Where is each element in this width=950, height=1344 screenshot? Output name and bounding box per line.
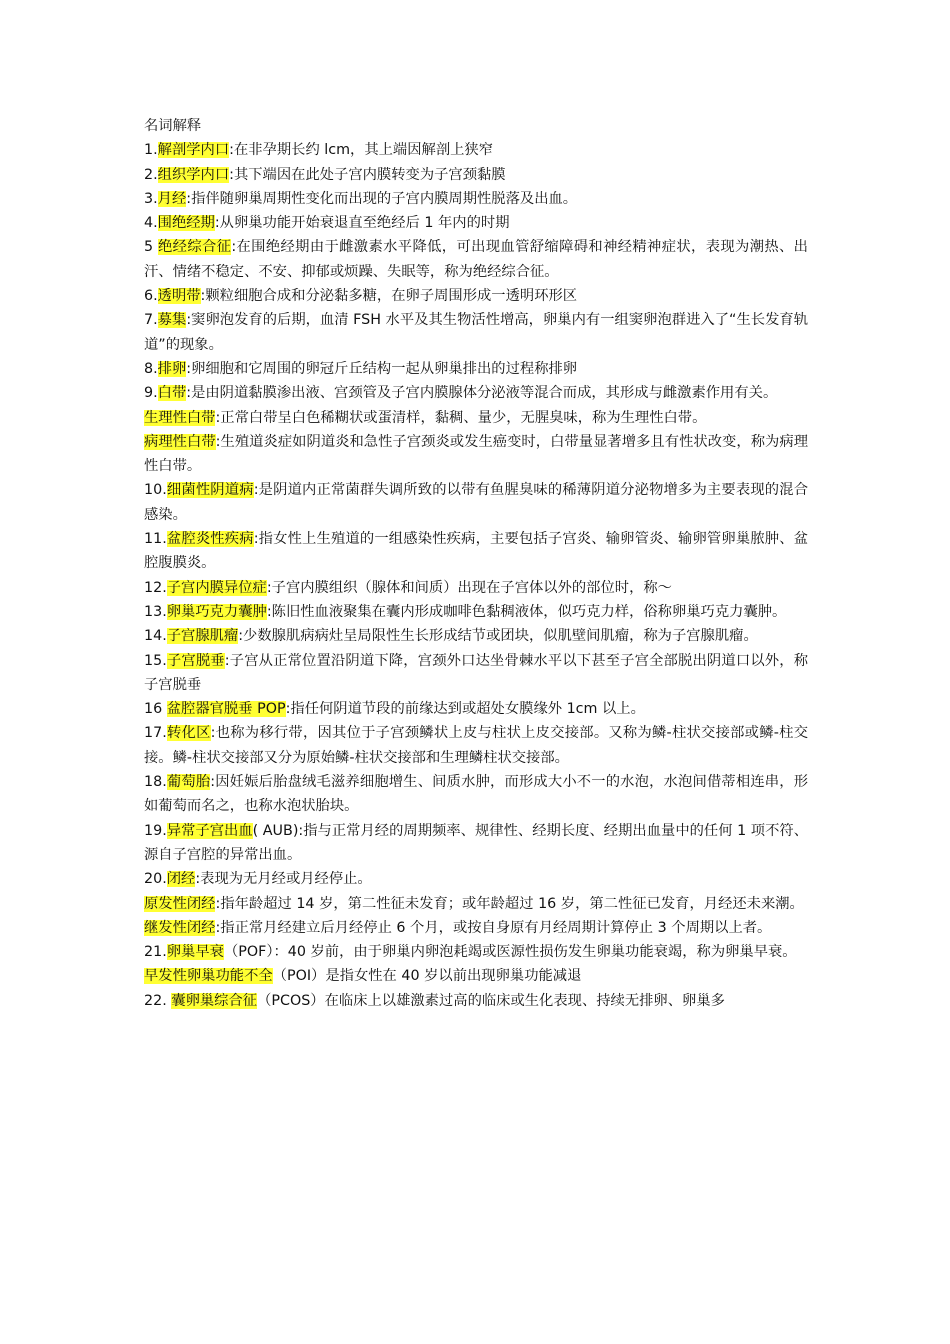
term-entry	[144, 478, 808, 527]
term-highlighted: 盆腔器官脱垂 POP	[166, 701, 286, 718]
term-definition: （POI）是指女性在 40 岁以前出现卵巢功能减退	[272, 968, 582, 985]
term-definition: :表现为无月经或月经停止。	[195, 871, 372, 888]
term-definition: :从卵巢功能开始衰退直至绝经后 1 年内的时期	[214, 215, 510, 232]
term-highlighted: 子宫腺肌瘤	[166, 628, 239, 645]
term-highlighted: 闭经	[166, 871, 196, 888]
term-highlighted: 月经	[157, 190, 187, 207]
term-definition: :生殖道炎症如阴道炎和急性子宫颈炎或发生癌变时，白带量显著增多且有性状改变，称为病理性白带。	[144, 433, 809, 475]
term-entry	[144, 406, 808, 430]
term-entry	[144, 697, 808, 721]
term-entry	[144, 576, 808, 600]
term-entry	[144, 867, 808, 891]
term-entry	[144, 624, 808, 648]
term-definition: （PCOS）在临床上以雄激素过高的临床或生化表现、持续无排卵、卵巢多	[257, 992, 725, 1009]
term-highlighted: 解剖学内口	[157, 142, 230, 159]
term-definition: :卵细胞和它周围的卵冠斤丘结构一起从卵巢排出的过程称排卵	[186, 360, 578, 377]
term-number: 5	[144, 239, 159, 256]
term-number: 1.	[144, 142, 158, 159]
term-entry	[144, 211, 808, 235]
term-number: 10.	[144, 482, 167, 499]
term-highlighted: 原发性闭经	[144, 895, 216, 912]
term-definition: :在围绝经期由于雌激素水平降低，可出现血管舒缩障碍和神经精神症状，表现为潮热、出汗、情绪不稳定、不安、抑郁或烦躁、失眠等，称为绝经综合征。	[144, 239, 808, 280]
term-highlighted: 白带	[157, 385, 187, 402]
term-number: 7.	[144, 312, 158, 329]
term-entry	[144, 163, 808, 187]
term-definition: :是阴道内正常菌群失调所致的以带有鱼腥臭味的稀薄阴道分泌物增多为主要表现的混合感染。	[144, 482, 808, 523]
term-entry	[144, 138, 808, 162]
term-definition: :子宫内膜组织（腺体和间质）出现在子宫体以外的部位时，称～	[266, 579, 672, 596]
term-entry	[144, 721, 808, 770]
term-definition: :在非孕期长约 lcm，其上端因解剖上狭窄	[229, 142, 494, 159]
term-definition: :窦卵泡发育的后期，血清 FSH 水平及其生物活性增高，卵巢内有一组窦卵泡群进入了“生长发育轨道”的现象。	[144, 312, 809, 353]
term-number: 2.	[144, 166, 158, 183]
term-highlighted: 异常子宫出血	[166, 822, 253, 839]
term-number: 6.	[144, 288, 158, 305]
term-entry	[144, 649, 808, 698]
term-highlighted: 生理性白带	[144, 409, 216, 426]
term-highlighted: 排卵	[157, 360, 187, 377]
term-number: 20.	[144, 871, 167, 888]
term-definition: （POF）：40 岁前，由于卵巢内卵泡耗竭或医源性损伤发生卵巢功能衰竭，称为卵巢早衰。	[223, 944, 797, 961]
term-entry	[144, 430, 808, 479]
term-number: 12.	[144, 579, 167, 596]
term-definition: :指年龄超过 14 岁，第二性征未发育；或年龄超过 16 岁，第二性征已发育，月经还未来潮。	[215, 895, 804, 912]
term-highlighted: 卵巢巧克力囊肿	[166, 603, 267, 620]
term-definition: :少数腺肌病病灶呈局限性生长形成结节或团块，似肌壁间肌瘤，称为子宫腺肌瘤。	[238, 628, 758, 645]
term-definition: :指任何阴道节段的前缘达到或超处女膜缘外 1cm 以上。	[285, 701, 645, 718]
term-definition: :因妊娠后胎盘绒毛滋养细胞增生、间质水肿，而形成大小不一的水泡，水泡间借蒂相连串，形如葡萄而名之，也称水泡状胎块。	[144, 774, 809, 815]
term-number: 13.	[144, 603, 167, 620]
term-entry	[144, 284, 808, 308]
term-number: 3.	[144, 190, 158, 207]
term-highlighted: 盆腔炎性疾病	[166, 531, 254, 548]
term-definition: :是由阴道黏膜渗出液、宫颈管及子宫内膜腺体分泌液等混合而成，其形成与雌激素作用有关。	[186, 385, 778, 402]
term-entry	[144, 989, 808, 1013]
term-entry	[144, 892, 808, 916]
term-entry	[144, 381, 808, 405]
term-highlighted: 透明带	[157, 288, 201, 305]
term-entry	[144, 819, 808, 868]
term-number: 16	[144, 701, 167, 718]
term-highlighted: 组织学内口	[157, 166, 230, 183]
term-highlighted: 葡萄胎	[166, 774, 211, 791]
term-highlighted: 细菌性阴道病	[166, 482, 254, 499]
term-highlighted: 卵巢早衰	[166, 944, 224, 961]
term-definition: :正常白带呈白色稀糊状或蛋清样，黏稠、量少，无腥臭味，称为生理性白带。	[215, 409, 707, 426]
term-entry	[144, 308, 808, 357]
term-number: 4.	[144, 215, 158, 232]
section-heading: 名词解释	[144, 118, 202, 134]
term-entry	[144, 235, 808, 284]
term-number: 15.	[144, 652, 167, 669]
term-definition: :其下端因在此处子宫内膜转变为子宫颈黏膜	[229, 166, 506, 183]
term-highlighted: 募集	[157, 312, 187, 329]
term-definition: :也称为移行带，因其位于子宫颈鳞状上皮与柱状上皮交接部。又称为鳞-柱状交接部或鳞-柱交接。鳞-柱状交接部又分为原始鳞-柱状交接部和生理鳞柱状交接部。	[144, 725, 809, 766]
term-number: 19.	[144, 822, 167, 839]
term-number: 17.	[144, 725, 167, 742]
term-highlighted: 病理性白带	[144, 433, 216, 450]
term-definition: :子宫从正常位置沿阴道下降，宫颈外口达坐骨棘水平以下甚至子宫全部脱出阴道口以外，称子宫脱垂	[144, 652, 808, 693]
term-highlighted: 子宫脱垂	[166, 652, 225, 669]
term-entry	[144, 187, 808, 211]
term-number: 11.	[144, 531, 167, 548]
term-list	[144, 138, 808, 1013]
term-definition: :指正常月经建立后月经停止 6 个月，或按自身原有月经周期计算停止 3 个周期以上者。	[215, 919, 772, 936]
term-definition: :指女性上生殖道的一组感染性疾病，主要包括子宫炎、输卵管炎、输卵管卵巢脓肿、盆腔腹膜炎。	[144, 531, 808, 572]
glossary-content	[144, 114, 808, 1013]
term-highlighted: 早发性卵巢功能不全	[144, 968, 273, 985]
term-entry	[144, 600, 808, 624]
term-entry	[144, 357, 808, 381]
term-highlighted: 转化区	[166, 725, 211, 742]
term-definition: :陈旧性血液聚集在囊内形成咖啡色黏稠液体，似巧克力样，俗称卵巢巧克力囊肿。	[266, 603, 787, 620]
term-entry	[144, 940, 808, 964]
term-number: 8.	[144, 360, 158, 377]
term-number: 9.	[144, 385, 158, 402]
term-entry	[144, 527, 808, 576]
term-number: 21.	[144, 944, 167, 961]
term-definition: :指伴随卵巢周期性变化而出现的子宫内膜周期性脱落及出血。	[186, 190, 578, 207]
term-entry	[144, 964, 808, 988]
term-highlighted: 囊卵巢综合征	[171, 992, 258, 1009]
term-highlighted: 围绝经期	[157, 215, 215, 232]
term-highlighted: 绝经综合征	[158, 239, 232, 256]
term-number: 14.	[144, 628, 167, 645]
term-definition: ( AUB):指与正常月经的周期频率、规律性、经期长度、经期出血量中的任何 1 项不符、源自子宫腔的异常出血。	[144, 822, 808, 863]
term-number: 18.	[144, 774, 167, 791]
term-entry	[144, 916, 808, 940]
term-number: 22.	[144, 992, 172, 1009]
term-entry	[144, 770, 808, 819]
term-highlighted: 继发性闭经	[144, 919, 216, 936]
term-definition: :颗粒细胞合成和分泌黏多糖，在卵子周围形成一透明环形区	[200, 288, 578, 305]
term-highlighted: 子宫内膜异位症	[166, 579, 267, 596]
